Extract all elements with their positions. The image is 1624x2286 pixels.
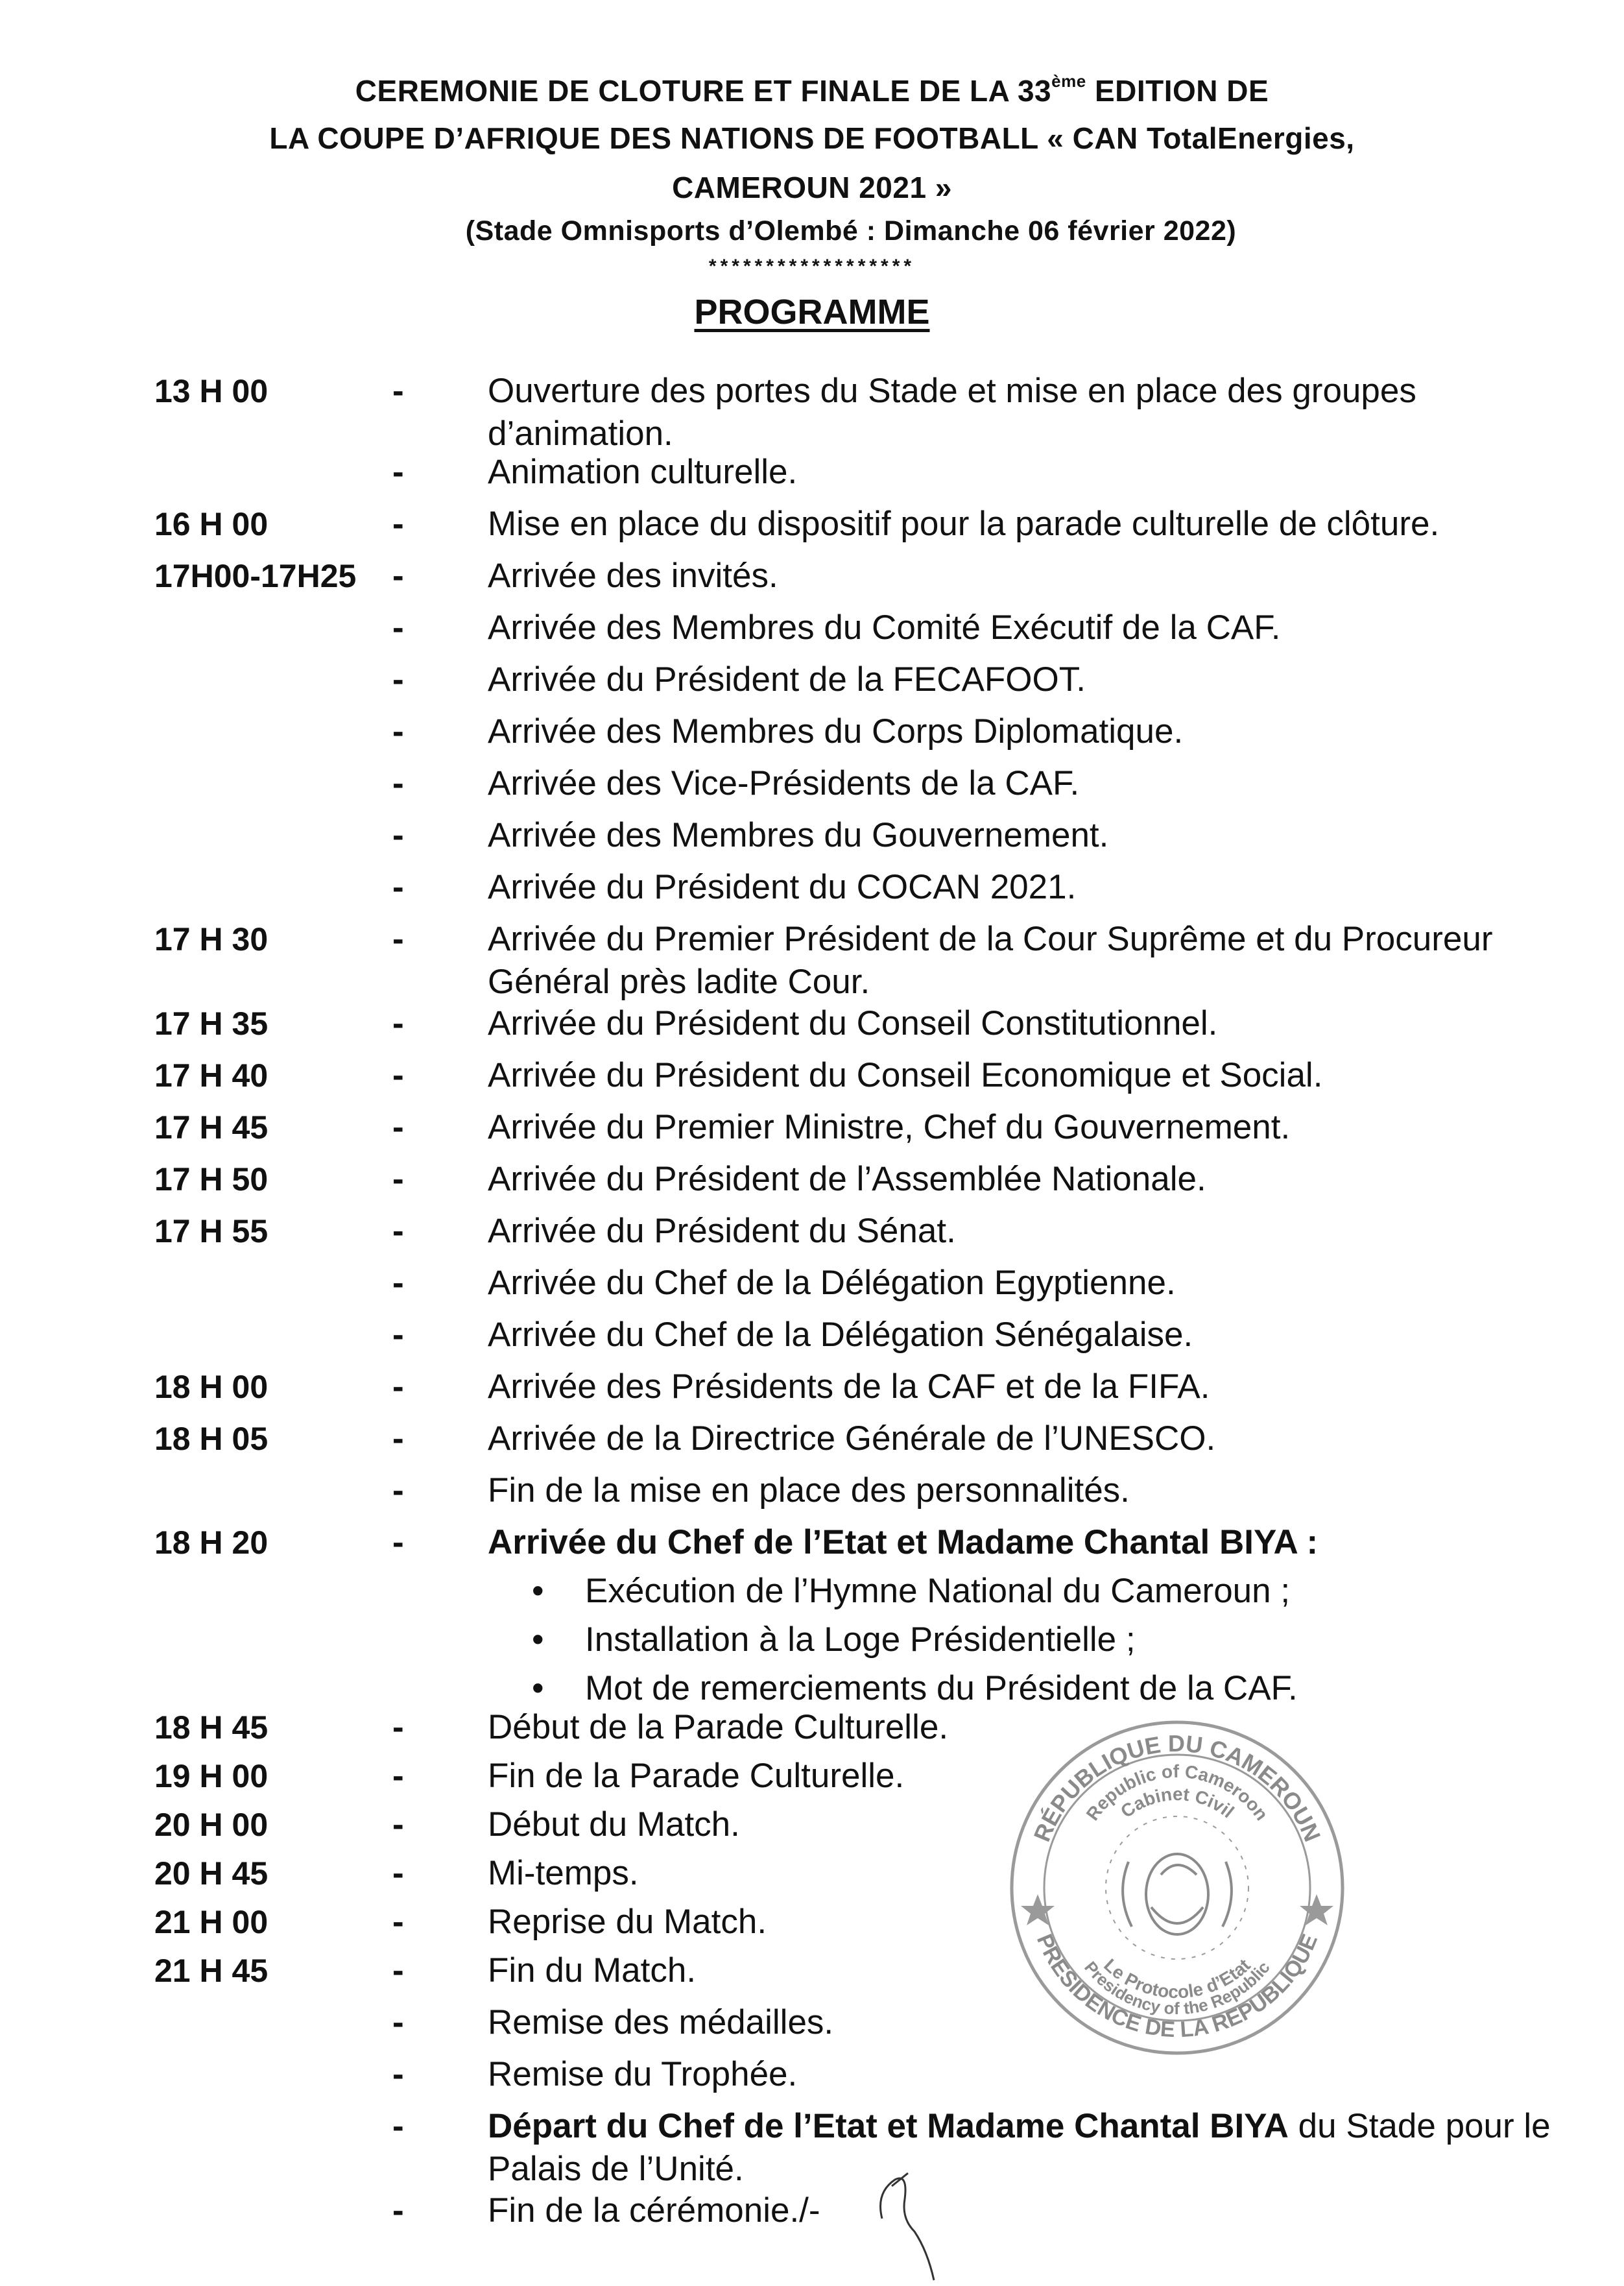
item-description: Arrivée du Président du Conseil Constitutionnel. [488, 1004, 1218, 1042]
item-dash: - [392, 1757, 404, 1795]
bullet-text: Mot de remerciements du Président de la CAF. [585, 1669, 1298, 1707]
seal-stars [1021, 1894, 1333, 1925]
item-description: Mise en place du dispositif pour la parade culturelle de clôture. [488, 505, 1440, 543]
bullet-text: Installation à la Loge Présidentielle ; [585, 1620, 1136, 1659]
item-time: 17 H 40 [154, 1057, 269, 1094]
bullet-text: Exécution de l’Hymne National du Cameroun ; [585, 1572, 1291, 1610]
item-dash: - [392, 712, 404, 751]
item-dash: - [392, 557, 404, 595]
item-description-bold: Départ du Chef de l’Etat et Madame Chantal BIYA [488, 2107, 1289, 2145]
item-description: Arrivée du Premier Ministre, Chef du Gouvernement. [488, 1108, 1291, 1146]
item-description: Fin du Match. [488, 1951, 697, 1990]
item-dash: - [392, 868, 404, 906]
item-dash: - [392, 1264, 404, 1302]
item-description: Arrivée du Chef de la Délégation Sénégalaise. [488, 1316, 1193, 1354]
item-description: Début du Match. [488, 1805, 740, 1844]
item-dash: - [392, 453, 404, 491]
item-description: Arrivée du Président de l’Assemblée Nationale. [488, 1160, 1206, 1198]
svg-text:Presidency of the Republic: Presidency of the Republic [1081, 1957, 1274, 2019]
item-dash: - [392, 1951, 404, 1990]
item-time: 13 H 00 [154, 373, 269, 409]
item-description [488, 2105, 1551, 2191]
header-line-1: CEREMONIE DE CLOTURE ET FINALE DE LA 33ème EDITION DE [355, 71, 1269, 108]
official-seal [1002, 1700, 1352, 2063]
item-description: Reprise du Match. [488, 1903, 767, 1941]
item-time: 18 H 00 [154, 1369, 269, 1405]
item-dash: - [392, 2003, 404, 2041]
item-dash: - [392, 608, 404, 647]
svg-text:PRESIDENCE DE LA REPUBLIQUE: PRESIDENCE DE LA REPUBLIQUE [1031, 1931, 1323, 2043]
item-dash: - [392, 1523, 404, 1561]
item-dash: - [392, 920, 404, 958]
item-description: Mi-temps. [488, 1854, 639, 1892]
item-time: 17 H 35 [154, 1005, 269, 1042]
bullet-dot-icon: • [532, 1572, 544, 1610]
item-time: 19 H 00 [154, 1758, 269, 1794]
item-description: Arrivée des Membres du Corps Diplomatique. [488, 712, 1184, 751]
svg-text:RÉPUBLIQUE DU CAMEROUN: RÉPUBLIQUE DU CAMEROUN [1028, 1729, 1326, 1846]
item-description: Arrivée des Membres du Gouvernement. [488, 816, 1109, 854]
bullet-dot-icon: • [532, 1669, 544, 1707]
item-dash: - [392, 2191, 404, 2230]
item-dash: - [392, 1419, 404, 1458]
item-description: Fin de la mise en place des personnalités. [488, 1471, 1130, 1510]
star-divider: ****************** [708, 256, 916, 277]
item-dash: - [392, 505, 404, 543]
item-dash: - [392, 1903, 404, 1941]
item-dash: - [392, 2107, 404, 2145]
item-description: Arrivée du Président du Conseil Economique et Social. [488, 1056, 1323, 1094]
item-dash: - [392, 1316, 404, 1354]
bullet-dot-icon: • [532, 1620, 544, 1659]
item-dash: - [392, 1056, 404, 1094]
item-time: 21 H 00 [154, 1904, 269, 1940]
item-dash: - [392, 1212, 404, 1250]
item-description: Arrivée du Président de la FECAFOOT. [488, 660, 1086, 699]
item-dash: - [392, 660, 404, 699]
item-time: 17 H 45 [154, 1109, 269, 1146]
item-description: Arrivée des Membres du Comité Exécutif de la CAF. [488, 608, 1281, 647]
item-time: 18 H 20 [154, 1524, 269, 1561]
item-description: Arrivée des Vice-Présidents de la CAF. [488, 764, 1080, 802]
item-description: Arrivée du Président du COCAN 2021. [488, 868, 1077, 906]
item-time: 17 H 50 [154, 1161, 269, 1197]
svg-text:Le Protocole d’Etat: Le Protocole d’Etat [1100, 1955, 1254, 2003]
item-description: Arrivée du Chef de l’Etat et Madame Chantal BIYA : [488, 1523, 1319, 1561]
item-dash: - [392, 1367, 404, 1406]
item-description: Fin de la Parade Culturelle. [488, 1757, 905, 1795]
item-description: Ouverture des portes du Stade et mise en place des groupes d’animation. [488, 372, 1416, 453]
item-dash: - [392, 1004, 404, 1042]
item-dash: - [392, 1854, 404, 1892]
item-description: Arrivée de la Directrice Générale de l’UNESCO. [488, 1419, 1216, 1458]
header-line-3: CAMEROUN 2021 » [672, 171, 952, 204]
item-time: 17H00-17H25 [154, 558, 357, 594]
item-description: Arrivée du Chef de la Délégation Egyptienne. [488, 1264, 1176, 1302]
item-dash: - [392, 1160, 404, 1198]
item-description: Début de la Parade Culturelle. [488, 1708, 949, 1746]
handwritten-signature [869, 2160, 953, 2283]
item-time: 18 H 45 [154, 1709, 269, 1746]
event-venue-date: (Stade Omnisports d’Olembé : Dimanche 06 février 2022) [465, 215, 1237, 247]
item-dash: - [392, 1805, 404, 1844]
header-line-2: LA COUPE D’AFRIQUE DES NATIONS DE FOOTBALL « CAN TotalEnergies, [269, 121, 1355, 155]
item-description: Arrivée des invités. [488, 557, 778, 595]
item-time: 16 H 00 [154, 506, 269, 542]
item-dash: - [392, 372, 404, 410]
item-description: Remise des médailles. [488, 2003, 834, 2041]
item-dash: - [392, 1708, 404, 1746]
item-dash: - [392, 2055, 404, 2093]
item-description-rest: du Stade pour le Palais de l’Unité. [488, 2107, 1551, 2188]
item-description: Fin de la cérémonie./- [488, 2191, 820, 2230]
item-dash: - [392, 764, 404, 802]
item-description: Arrivée du Premier Président de la Cour Suprême et du Procureur Général près ladite Cour. [488, 920, 1493, 1001]
item-dash: - [392, 816, 404, 854]
item-description: Animation culturelle. [488, 453, 798, 491]
item-dash: - [392, 1471, 404, 1510]
item-description: Remise du Trophée. [488, 2055, 798, 2093]
item-time: 17 H 30 [154, 921, 269, 957]
seal-emblem [1123, 1854, 1232, 1934]
svg-text:Republic of Cameroon: Republic of Cameroon [1082, 1761, 1272, 1824]
item-description: Arrivée des Présidents de la CAF et de la FIFA. [488, 1367, 1210, 1406]
item-dash: - [392, 1108, 404, 1146]
item-time: 20 H 45 [154, 1855, 269, 1892]
item-description: Arrivée du Président du Sénat. [488, 1212, 956, 1250]
item-time: 21 H 45 [154, 1953, 269, 1989]
svg-text:Cabinet Civil: Cabinet Civil [1117, 1783, 1238, 1822]
programme-title: PROGRAMME [694, 293, 930, 331]
item-time: 20 H 00 [154, 1807, 269, 1843]
item-time: 17 H 55 [154, 1213, 269, 1249]
item-time: 18 H 05 [154, 1421, 269, 1457]
